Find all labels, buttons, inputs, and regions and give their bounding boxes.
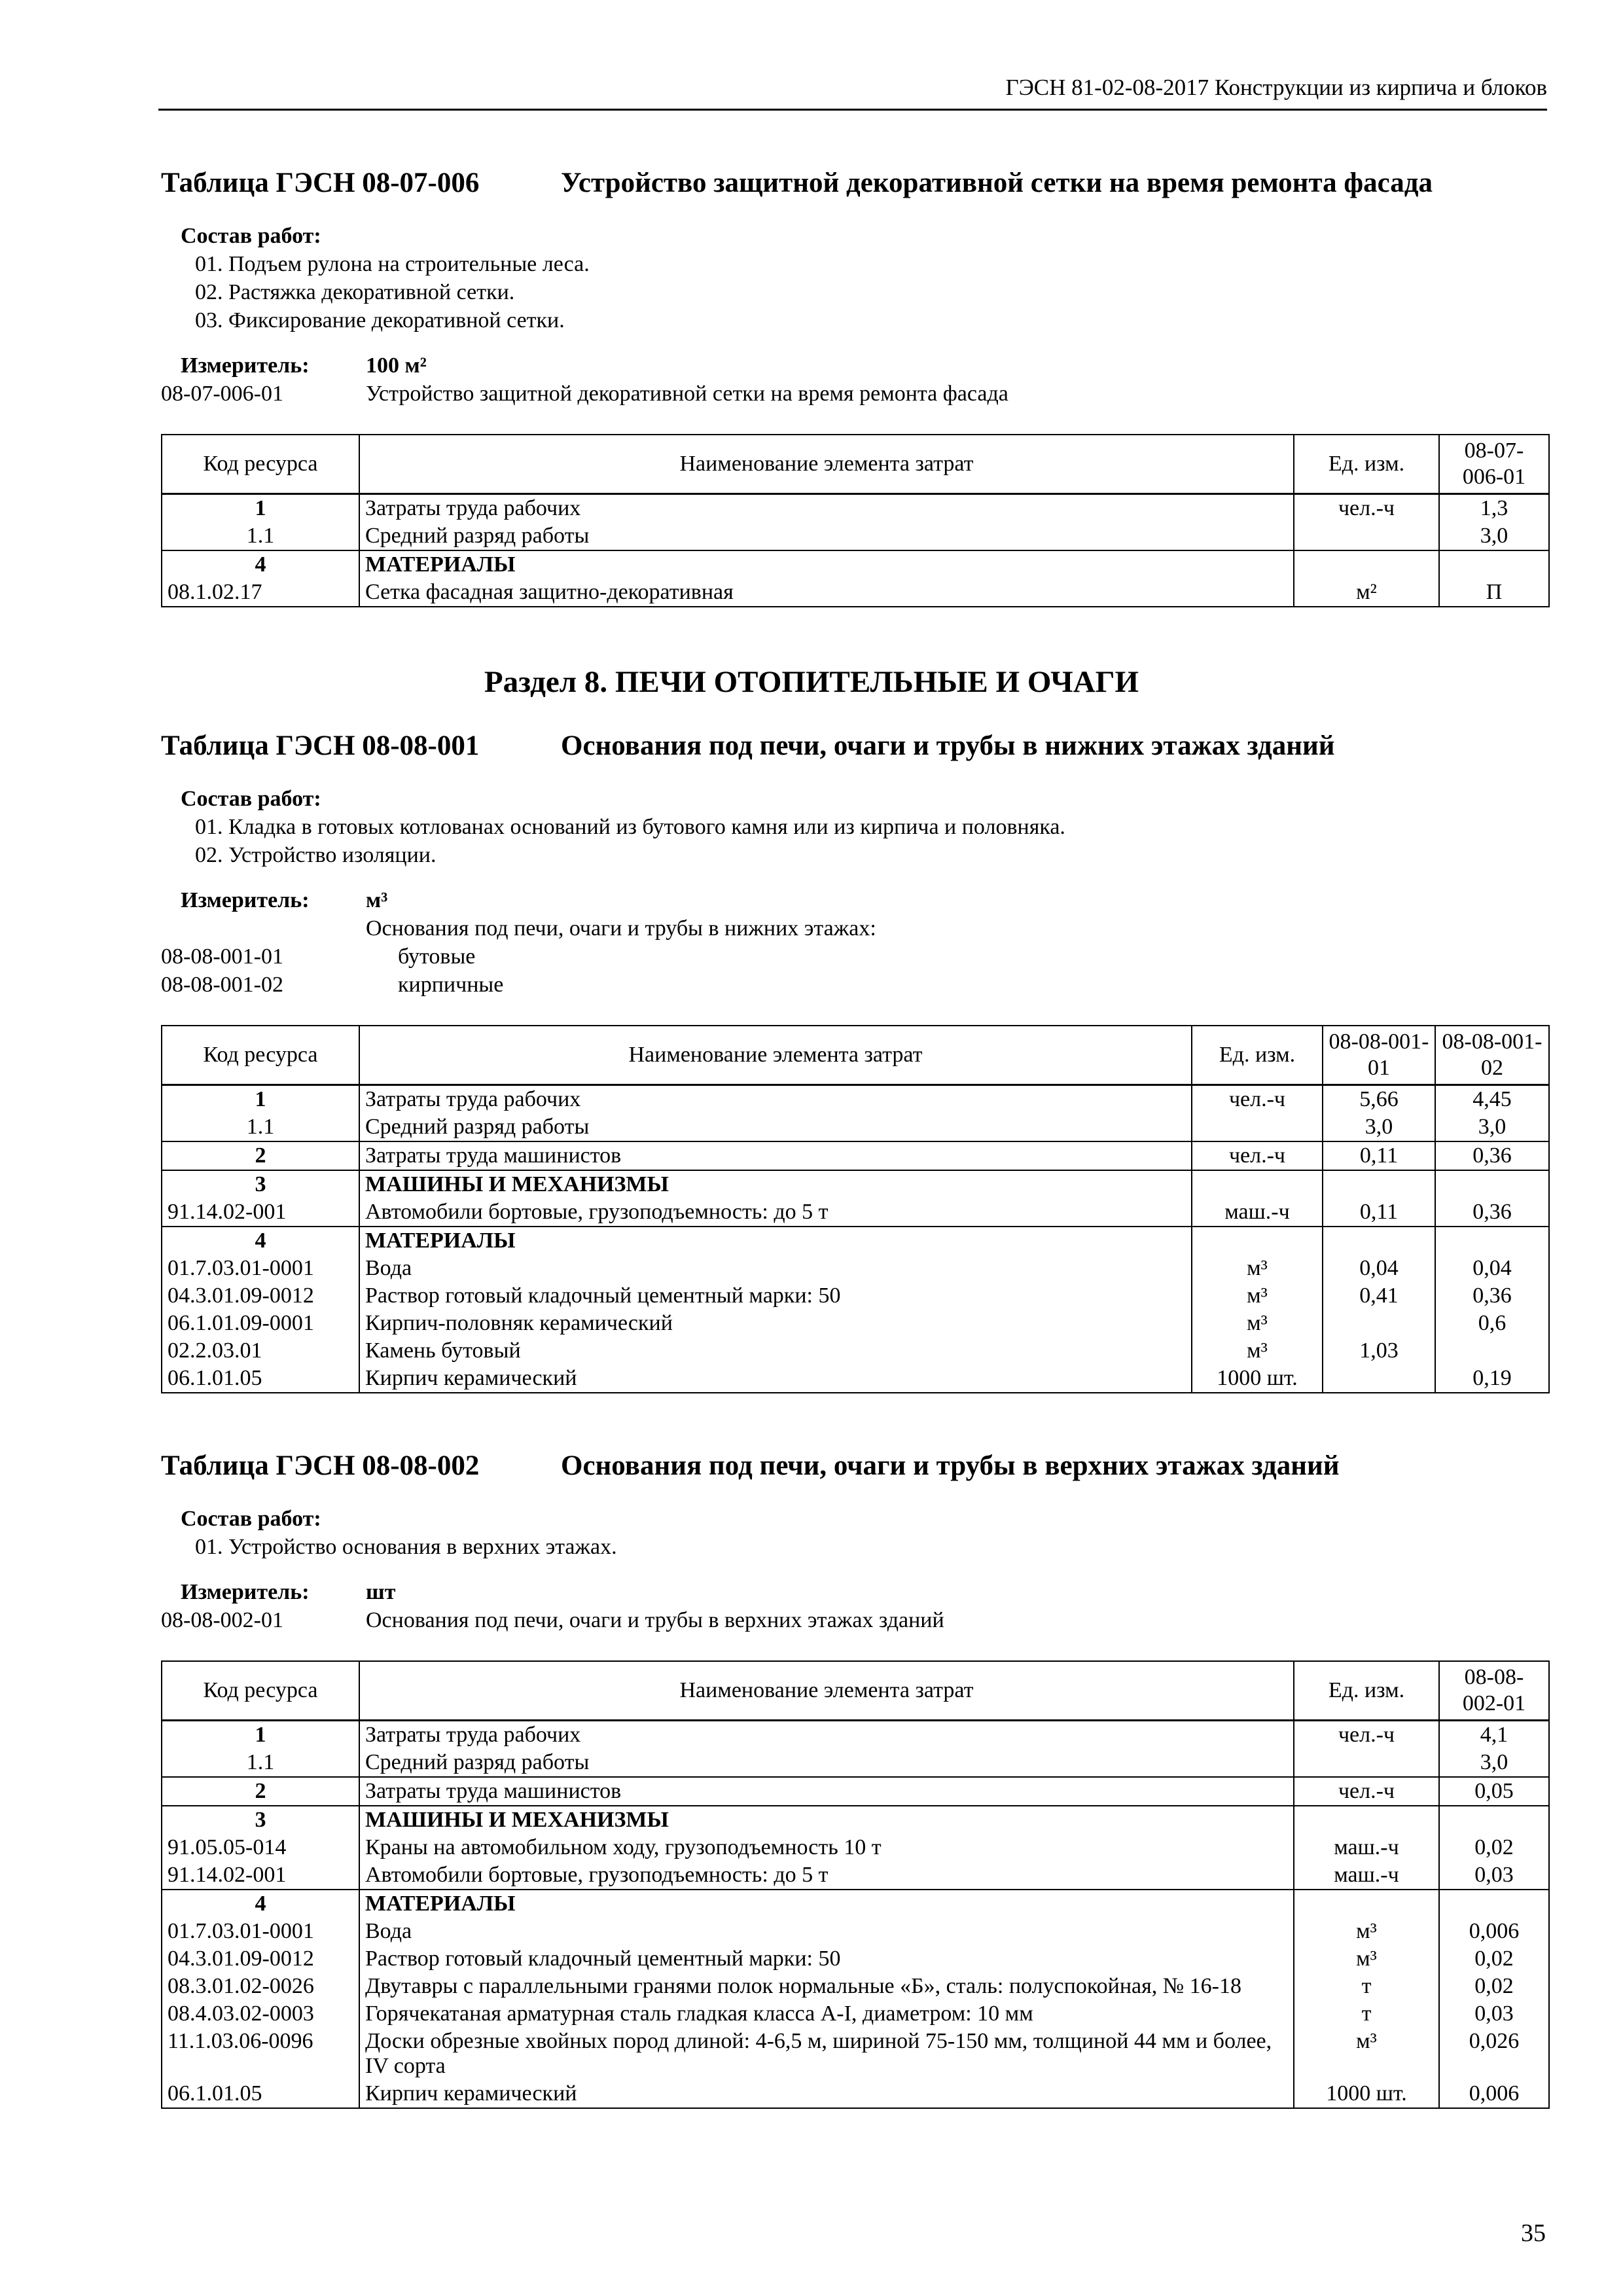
table-block-08-08-001: [161, 730, 1546, 1393]
measurer-value: шт: [366, 1580, 396, 1604]
cell-name: Автомобили бортовые, грузоподъемность: до 5 т: [359, 1198, 1192, 1227]
cell-unit: [1294, 1806, 1439, 1834]
table-row: [162, 579, 1549, 607]
measurer-value: 100 м²: [366, 353, 427, 378]
col-header-unit: Ед. изм.: [1294, 435, 1439, 494]
table-code: Таблица ГЭСН 08-08-002: [161, 1450, 480, 1481]
cell-value: 0,006: [1439, 2080, 1549, 2108]
cell-unit: [1294, 1890, 1439, 1918]
work-composition-label: Состав работ:: [181, 1507, 321, 1531]
table-title: Устройство защитной декоративной сетки на время ремонта фасада: [561, 168, 1433, 198]
cell-name: Затраты труда машинистов: [359, 1141, 1192, 1170]
cell-unit: чел.-ч: [1192, 1085, 1323, 1114]
work-item: 01. Устройство основания в верхних этажах.: [195, 1535, 617, 1559]
cell-code: 1.1: [162, 1113, 359, 1141]
norm-code: 08-08-001-01: [161, 944, 283, 969]
cell-value-1: [1323, 1365, 1435, 1393]
work-item: 02. Растяжка декоративной сетки.: [195, 280, 515, 304]
cell-name: Средний разряд работы: [359, 522, 1294, 550]
cell-unit: маш.-ч: [1192, 1198, 1323, 1227]
table-row: [162, 1365, 1549, 1393]
cell-value: 0,05: [1439, 1777, 1549, 1806]
col-header-unit: Ед. изм.: [1294, 1661, 1439, 1721]
cell-unit: чел.-ч: [1294, 1777, 1439, 1806]
table-row: [162, 2028, 1549, 2080]
page-number: 35: [1521, 2219, 1546, 2247]
cell-value: 0,006: [1439, 1918, 1549, 1945]
cell-unit: м³: [1192, 1255, 1323, 1282]
cell-value: 4,1: [1439, 1721, 1549, 1749]
cell-value: 3,0: [1439, 522, 1549, 550]
cell-unit: маш.-ч: [1294, 1861, 1439, 1890]
cell-unit: чел.-ч: [1294, 494, 1439, 523]
cell-name: Затраты труда рабочих: [359, 1085, 1192, 1114]
section-heading: Раздел 8. ПЕЧИ ОТОПИТЕЛЬНЫЕ И ОЧАГИ: [484, 665, 1139, 699]
cell-name: МАШИНЫ И МЕХАНИЗМЫ: [359, 1806, 1294, 1834]
work-item: 02. Устройство изоляции.: [195, 843, 437, 867]
norm-group-desc: Основания под печи, очаги и трубы в нижних этажах:: [366, 916, 876, 941]
table-row: [162, 1890, 1549, 1918]
running-header: ГЭСН 81-02-08-2017 Конструкции из кирпича и блоков: [158, 72, 1547, 111]
table-row: [162, 1085, 1549, 1114]
cell-code: 2: [162, 1777, 359, 1806]
cell-value-2: [1435, 1337, 1549, 1365]
cell-value-2: 0,36: [1435, 1198, 1549, 1227]
cell-unit: м³: [1294, 1945, 1439, 1973]
table-row: [162, 1310, 1549, 1337]
col-header-norm-1: 08-08-001-01: [1323, 1026, 1435, 1085]
table-header-row: [162, 1026, 1549, 1085]
table-row: [162, 2000, 1549, 2028]
table-row: [162, 1170, 1549, 1198]
table-block-08-07-006: [161, 167, 1546, 607]
work-item: 03. Фиксирование декоративной сетки.: [195, 308, 565, 332]
table-row: [162, 522, 1549, 550]
col-header-code: Код ресурса: [162, 1026, 359, 1085]
cell-value-1: 3,0: [1323, 1113, 1435, 1141]
cell-code: 4: [162, 1890, 359, 1918]
cell-name: Камень бутовый: [359, 1337, 1192, 1365]
cell-code: 4: [162, 1227, 359, 1255]
table-row: [162, 1113, 1549, 1141]
cell-value-2: [1435, 1170, 1549, 1198]
measurer-label: Измеритель:: [181, 1580, 310, 1604]
table-row: [162, 1861, 1549, 1890]
table-row: [162, 550, 1549, 579]
cell-name: МАТЕРИАЛЫ: [359, 550, 1294, 579]
cell-code: 3: [162, 1806, 359, 1834]
table-title: Основания под печи, очаги и трубы в верхних этажах зданий: [561, 1450, 1340, 1481]
cell-value-2: 0,6: [1435, 1310, 1549, 1337]
table-row: [162, 1198, 1549, 1227]
cell-name: Затраты труда рабочих: [359, 494, 1294, 523]
cell-value-1: 0,11: [1323, 1141, 1435, 1170]
col-header-code: Код ресурса: [162, 435, 359, 494]
cell-value-1: 0,11: [1323, 1198, 1435, 1227]
cell-code: 3: [162, 1170, 359, 1198]
table-row: [162, 1777, 1549, 1806]
cell-name: Горячекатаная арматурная сталь гладкая класса А-I, диаметром: 10 мм: [359, 2000, 1294, 2028]
cell-unit: [1192, 1170, 1323, 1198]
norm-desc: Устройство защитной декоративной сетки на время ремонта фасада: [366, 382, 1008, 406]
cell-value-2: 0,36: [1435, 1282, 1549, 1310]
cell-code: 4: [162, 550, 359, 579]
cell-code: 1: [162, 494, 359, 523]
table-row: [162, 1918, 1549, 1945]
measurer-row: [161, 886, 1546, 914]
table-header-row: [162, 435, 1549, 494]
table-row: [162, 1337, 1549, 1365]
work-composition-label: Состав работ:: [181, 787, 321, 811]
cell-unit: м²: [1294, 579, 1439, 607]
table-heading: [161, 730, 1546, 766]
cell-unit: [1294, 522, 1439, 550]
cell-value-1: 0,04: [1323, 1255, 1435, 1282]
table-heading: [161, 167, 1546, 204]
cell-value: [1439, 1890, 1549, 1918]
cell-code: 08.4.03.02-0003: [162, 2000, 359, 2028]
cell-value-1: 0,41: [1323, 1282, 1435, 1310]
cell-code: 06.1.01.05: [162, 1365, 359, 1393]
cell-unit: [1294, 550, 1439, 579]
cell-code: 04.3.01.09-0012: [162, 1282, 359, 1310]
cell-value: 0,03: [1439, 1861, 1549, 1890]
norm-code: 08-07-006-01: [161, 382, 283, 406]
cell-value-2: 0,36: [1435, 1141, 1549, 1170]
cell-value-2: 0,19: [1435, 1365, 1549, 1393]
cell-value-1: 1,03: [1323, 1337, 1435, 1365]
cell-value: [1439, 550, 1549, 579]
col-header-norm: 08-08-002-01: [1439, 1661, 1549, 1721]
cell-unit: м³: [1294, 2028, 1439, 2080]
norm-desc: кирпичные: [398, 973, 504, 997]
table-row: [162, 1255, 1549, 1282]
cell-name: МАТЕРИАЛЫ: [359, 1227, 1192, 1255]
cell-name: Вода: [359, 1918, 1294, 1945]
table-row: [162, 1973, 1549, 2000]
cell-code: 91.14.02-001: [162, 1861, 359, 1890]
cell-value: П: [1439, 579, 1549, 607]
cell-name: Затраты труда машинистов: [359, 1777, 1294, 1806]
cell-unit: 1000 шт.: [1294, 2080, 1439, 2108]
col-header-norm-2: 08-08-001-02: [1435, 1026, 1549, 1085]
cell-name: Доски обрезные хвойных пород длиной: 4-6,5 м, шириной 75-150 мм, толщиной 44 мм и более, IV сорта: [359, 2028, 1294, 2080]
cell-code: 01.7.03.01-0001: [162, 1918, 359, 1945]
cell-value: 0,026: [1439, 2028, 1549, 2080]
cell-unit: [1294, 1749, 1439, 1777]
cell-value-2: 3,0: [1435, 1113, 1549, 1141]
cell-value-2: 0,04: [1435, 1255, 1549, 1282]
cell-unit: [1192, 1227, 1323, 1255]
norm-code: 08-08-002-01: [161, 1608, 283, 1632]
table-heading: [161, 1450, 1546, 1486]
cell-value-1: [1323, 1310, 1435, 1337]
cell-name: Сетка фасадная защитно-декоративная: [359, 579, 1294, 607]
cell-name: Кирпич керамический: [359, 1365, 1192, 1393]
cell-value: 0,03: [1439, 2000, 1549, 2028]
col-header-name: Наименование элемента затрат: [359, 1026, 1192, 1085]
cell-name: МАТЕРИАЛЫ: [359, 1890, 1294, 1918]
cell-code: 06.1.01.09-0001: [162, 1310, 359, 1337]
col-header-code: Код ресурса: [162, 1661, 359, 1721]
cell-code: 91.05.05-014: [162, 1834, 359, 1861]
cell-name: МАШИНЫ И МЕХАНИЗМЫ: [359, 1170, 1192, 1198]
measurer-value: м³: [366, 888, 388, 912]
cell-code: 1: [162, 1085, 359, 1114]
norm-item: [161, 942, 1546, 971]
cell-code: 11.1.03.06-0096: [162, 2028, 359, 2080]
table-header-row: [162, 1661, 1549, 1721]
norm-desc: Основания под печи, очаги и трубы в верхних этажах зданий: [366, 1608, 944, 1632]
norm-item: [161, 971, 1546, 999]
cell-unit: маш.-ч: [1294, 1834, 1439, 1861]
cell-name: Раствор готовый кладочный цементный марки: 50: [359, 1282, 1192, 1310]
cell-unit: м³: [1192, 1282, 1323, 1310]
norm-item: [161, 380, 1546, 408]
cell-name: Раствор готовый кладочный цементный марки: 50: [359, 1945, 1294, 1973]
cell-unit: т: [1294, 1973, 1439, 2000]
norm-code: 08-08-001-02: [161, 973, 283, 997]
cell-name: Средний разряд работы: [359, 1113, 1192, 1141]
norm-desc: бутовые: [398, 944, 476, 969]
table-row: [162, 1945, 1549, 1973]
table-row: [162, 1282, 1549, 1310]
cell-value-2: 4,45: [1435, 1085, 1549, 1114]
cell-code: 08.3.01.02-0026: [162, 1973, 359, 2000]
cell-value-1: [1323, 1170, 1435, 1198]
cell-unit: чел.-ч: [1192, 1141, 1323, 1170]
cell-name: Кирпич-половняк керамический: [359, 1310, 1192, 1337]
work-item: 01. Подъем рулона на строительные леса.: [195, 252, 590, 276]
cell-code: 01.7.03.01-0001: [162, 1255, 359, 1282]
table-row: [162, 2080, 1549, 2108]
measurer-row: [161, 351, 1546, 380]
cell-code: 02.2.03.01: [162, 1337, 359, 1365]
table-row: [162, 494, 1549, 523]
measurer-label: Измеритель:: [181, 888, 310, 912]
table-row: [162, 1806, 1549, 1834]
cell-code: 91.14.02-001: [162, 1198, 359, 1227]
table-block-08-08-002: [161, 1450, 1546, 2109]
table-code: Таблица ГЭСН 08-07-006: [161, 168, 480, 198]
cell-code: 1: [162, 1721, 359, 1749]
cell-name: Краны на автомобильном ходу, грузоподъемность 10 т: [359, 1834, 1294, 1861]
cell-unit: м³: [1192, 1310, 1323, 1337]
cell-value: [1439, 1806, 1549, 1834]
measurer-row: [161, 1578, 1546, 1606]
cell-unit: чел.-ч: [1294, 1721, 1439, 1749]
cell-code: 1.1: [162, 522, 359, 550]
table-row: [162, 1141, 1549, 1170]
table-title: Основания под печи, очаги и трубы в нижних этажах зданий: [561, 730, 1335, 761]
cell-code: 04.3.01.09-0012: [162, 1945, 359, 1973]
norm-item: [161, 1606, 1546, 1634]
cell-name: Затраты труда рабочих: [359, 1721, 1294, 1749]
cell-value: 0,02: [1439, 1834, 1549, 1861]
cost-table: [161, 1025, 1550, 1393]
work-item: 01. Кладка в готовых котлованах оснований из бутового камня или из кирпича и половняка.: [195, 815, 1065, 839]
cell-unit: 1000 шт.: [1192, 1365, 1323, 1393]
col-header-unit: Ед. изм.: [1192, 1026, 1323, 1085]
table-code: Таблица ГЭСН 08-08-001: [161, 730, 480, 761]
measurer-label: Измеритель:: [181, 353, 310, 378]
cell-value-1: 5,66: [1323, 1085, 1435, 1114]
col-header-name: Наименование элемента затрат: [359, 1661, 1294, 1721]
cell-unit: м³: [1192, 1337, 1323, 1365]
table-row: [162, 1227, 1549, 1255]
cell-value-2: [1435, 1227, 1549, 1255]
table-row: [162, 1749, 1549, 1777]
work-composition-label: Состав работ:: [181, 224, 321, 248]
norm-group: [161, 914, 1546, 942]
cell-name: Кирпич керамический: [359, 2080, 1294, 2108]
cost-table: [161, 434, 1550, 607]
cell-code: 1.1: [162, 1749, 359, 1777]
cell-code: 2: [162, 1141, 359, 1170]
col-header-norm: 08-07-006-01: [1439, 435, 1549, 494]
cell-name: Вода: [359, 1255, 1192, 1282]
cell-value: 0,02: [1439, 1945, 1549, 1973]
cell-name: Автомобили бортовые, грузоподъемность: до 5 т: [359, 1861, 1294, 1890]
cell-value: 3,0: [1439, 1749, 1549, 1777]
cell-name: Двутавры с параллельными гранями полок нормальные «Б», сталь: полуспокойная, № 16-18: [359, 1973, 1294, 2000]
cell-value: 0,02: [1439, 1973, 1549, 2000]
cell-value-1: [1323, 1227, 1435, 1255]
cell-unit: [1192, 1113, 1323, 1141]
cell-unit: т: [1294, 2000, 1439, 2028]
cell-unit: м³: [1294, 1918, 1439, 1945]
col-header-name: Наименование элемента затрат: [359, 435, 1294, 494]
table-row: [162, 1834, 1549, 1861]
cell-code: 06.1.01.05: [162, 2080, 359, 2108]
cell-code: 08.1.02.17: [162, 579, 359, 607]
cell-value: 1,3: [1439, 494, 1549, 523]
cell-name: Средний разряд работы: [359, 1749, 1294, 1777]
table-row: [162, 1721, 1549, 1749]
cost-table: [161, 1660, 1550, 2109]
